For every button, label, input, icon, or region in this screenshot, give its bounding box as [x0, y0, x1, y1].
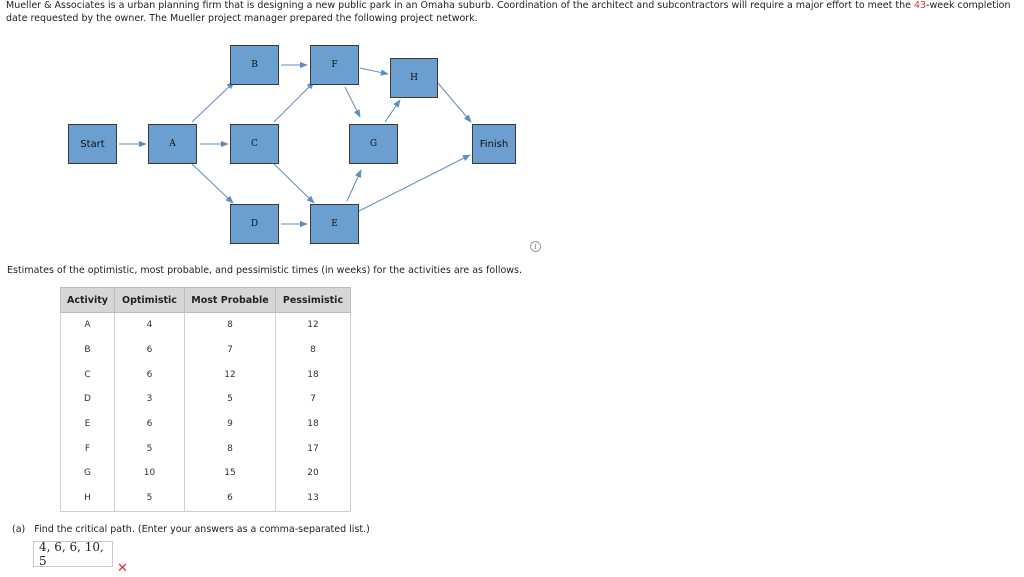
arrow-c-e — [274, 164, 314, 203]
cell-optimistic: 5 — [114, 436, 184, 461]
table-row — [61, 338, 351, 363]
cell-optimistic: 6 — [114, 362, 184, 387]
wrong-x-icon: ✕ — [117, 561, 128, 576]
node-b: B — [230, 45, 279, 85]
cell-pessimistic: 7 — [275, 387, 350, 412]
cell-activity: D — [61, 387, 115, 412]
node-e: E — [310, 204, 359, 244]
arrow-g-h — [385, 100, 400, 122]
arrow-f-h — [360, 68, 388, 74]
node-d: D — [230, 204, 279, 244]
cell-optimistic: 4 — [114, 313, 184, 338]
cell-activity: A — [61, 313, 115, 338]
arrow-f-g — [345, 87, 360, 117]
cell-pessimistic: 18 — [275, 412, 350, 437]
table-row — [61, 313, 351, 338]
cell-activity: B — [61, 338, 115, 363]
arrow-a-d — [192, 164, 233, 203]
cell-most-probable: 6 — [184, 486, 275, 511]
question-label: (a) — [12, 524, 26, 535]
table-row — [61, 412, 351, 437]
header-most-probable: Most Probable — [184, 288, 275, 313]
cell-optimistic: 10 — [114, 461, 184, 486]
table-row — [61, 436, 351, 461]
cell-activity: F — [61, 436, 115, 461]
header-optimistic: Optimistic — [114, 288, 184, 313]
table-row — [61, 362, 351, 387]
arrow-h-finish — [437, 82, 471, 122]
cell-pessimistic: 17 — [275, 436, 350, 461]
arrow-e-g — [347, 170, 361, 201]
intro-text-b: -week completion date requested by the owner. The Mueller project manager prepared the following project network. — [6, 0, 1011, 24]
cell-most-probable: 9 — [184, 412, 275, 437]
activity-times-table — [60, 287, 351, 512]
arrow-c-f — [274, 82, 314, 122]
cell-most-probable: 7 — [184, 338, 275, 363]
table-row — [61, 486, 351, 511]
node-c: C — [230, 124, 279, 164]
cell-pessimistic: 20 — [275, 461, 350, 486]
cell-most-probable: 15 — [184, 461, 275, 486]
cell-pessimistic: 13 — [275, 486, 350, 511]
info-icon[interactable]: i — [530, 241, 541, 252]
arrow-a-b — [192, 82, 234, 122]
header-pessimistic: Pessimistic — [275, 288, 350, 313]
cell-pessimistic: 18 — [275, 362, 350, 387]
cell-most-probable: 8 — [184, 436, 275, 461]
cell-activity: H — [61, 486, 115, 511]
node-f: F — [310, 45, 359, 85]
node-h: H — [390, 58, 438, 98]
cell-most-probable: 12 — [184, 362, 275, 387]
node-finish: Finish — [472, 124, 516, 164]
cell-pessimistic: 12 — [275, 313, 350, 338]
question-text: Find the critical path. (Enter your answers as a comma-separated list.) — [34, 524, 370, 535]
estimates-text: Estimates of the optimistic, most probable, and pessimistic times (in weeks) for the activities are as follows. — [7, 265, 523, 276]
cell-optimistic: 3 — [114, 387, 184, 412]
node-start: Start — [68, 124, 117, 164]
table-row — [61, 387, 351, 412]
intro-text-a: Mueller & Associates is a urban planning firm that is designing a new public park in an Omaha suburb. Coordination of the architect and subcontractors will require a major effort to meet the — [6, 0, 914, 11]
table-header-row — [61, 288, 351, 313]
question-a — [12, 524, 370, 535]
table-row — [61, 461, 351, 486]
header-activity: Activity — [61, 288, 115, 313]
node-g: G — [349, 124, 398, 164]
cell-optimistic: 5 — [114, 486, 184, 511]
cell-optimistic: 6 — [114, 412, 184, 437]
cell-optimistic: 6 — [114, 338, 184, 363]
cell-most-probable: 8 — [184, 313, 275, 338]
cell-pessimistic: 8 — [275, 338, 350, 363]
cell-activity: C — [61, 362, 115, 387]
node-a: A — [148, 124, 197, 164]
cell-most-probable: 5 — [184, 387, 275, 412]
cell-activity: G — [61, 461, 115, 486]
weeks-highlight: 43 — [913, 0, 927, 11]
cell-activity: E — [61, 412, 115, 437]
critical-path-answer-input[interactable]: 4, 6, 6, 10, 5 — [33, 541, 113, 567]
